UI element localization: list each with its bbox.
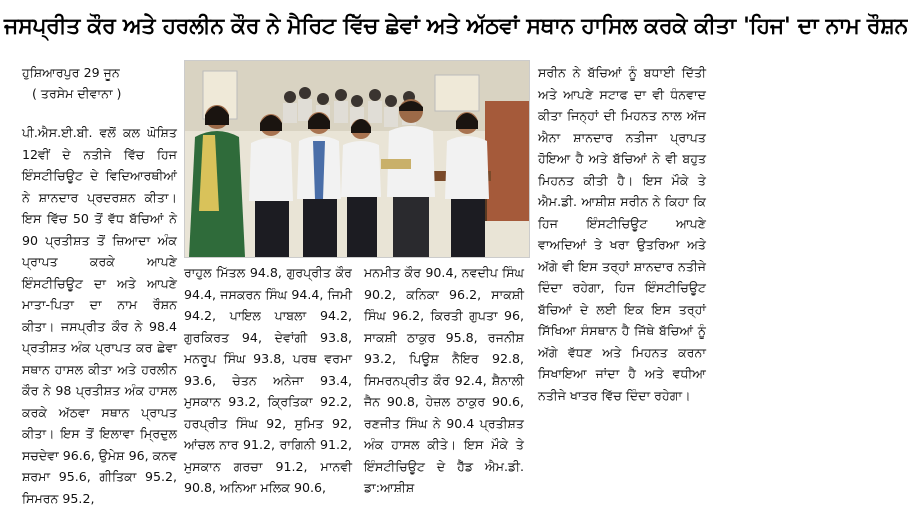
column-3 [364,262,524,499]
dateline: ਹੁਸ਼ਿਆਰਪੁਰ 29 ਜੂਨ [22,65,120,80]
column-2 [184,262,352,499]
column-4-text: ਸਰੀਨ ਨੇ ਬੱਚਿਆਂ ਨੂੰ ਬਧਾਈ ਦਿੱਤੀ ਅਤੇ ਆਪਣੇ ਸਟਾਫ ਦਾ ਵੀ ਧੰਨਵਾਦ ਕੀਤਾ ਜਿਨ੍ਹਾਂ ਦੀ ਮਿਹਨਤ ਨਾਲ ਅੱਜ ਐਨਾ ਸ਼ਾਨਦਾਰ ਨਤੀਜਾ ਪ੍ਰਾਪਤ ਹੋਇਆ ਹੈ ਅਤੇ ਬੱਚਿਆਂ ਨੇ ਵੀ ਬਹੁਤ ਮਿਹਨਤ ਕੀਤੀ ਹੈ। ਇਸ ਮੌਕੇ ਤੇ ਐਮ.ਡੀ. ਆਸ਼ੀਸ਼ ਸਰੀਨ ਨੇ ਕਿਹਾ ਕਿ ਹਿਜ ਇੰਸਟੀਚਿਊਟ ਆਪਣੇ ਵਾਅਦਿਆਂ ਤੇ ਖਰਾ ਉਤਰਿਆ ਅਤੇ ਅੱਗੇ ਵੀ ਇਸ ਤਰ੍ਹਾਂ ਸ਼ਾਨਦਾਰ ਨਤੀਜੇ ਦਿੰਦਾ ਰਹੇਗਾ, ਹਿਜ ਇੰਸਟੀਚਿਊਟ ਬੱਚਿਆਂ ਦੇ ਲਈ ਇਕ ਇਸ ਤਰ੍ਹਾਂ ਸਿੱਖਿਆ ਸੰਸਥਾਨ ਹੈ ਜਿੱਥੇ ਬੱਚਿਆਂ ਨੂੰ ਅੱਗੇ ਵੱਧਣ ਅਤੇ ਮਿਹਨਤ ਕਰਨਾ ਸਿਖਾਇਆ ਜਾਂਦਾ ਹੈ ਅਤੇ ਵਧੀਆ ਨਤੀਜੇ ਖਾਤਰ ਵਿੱਚ ਦਿੰਦਾ ਰਹੇਗਾ। [538,65,706,403]
headline: ਜਸਪ੍ਰੀਤ ਕੌਰ ਅਤੇ ਹਰਲੀਨ ਕੌਰ ਨੇ ਮੈਰਿਟ ਵਿੱਚ ਛੇਵਾਂ ਅਤੇ ਅੱਠਵਾਂ ਸਥਾਨ ਹਾਸਿਲ ਕਰਕੇ ਕੀਤਾ 'ਹਿਜ' ਦਾ ਨਾਮ ਰੌਸ਼ਨ [4,14,908,39]
column-2-text: ਰਾਹੁਲ ਮਿੱਤਲ 94.8, ਗੁਰਪ੍ਰੀਤ ਕੌਰ 94.4, ਜਸਕਰਨ ਸਿੰਘ 94.4, ਜਿਮੀ 94.2, ਪਾਇਲ ਪਾਬਲਾ 94.2, ਗੁਰਕਿਰਤ 94, ਦੇਵਾਂਗੀ 93.8, ਮਨਰੂਪ ਸਿੰਘ 93.8, ਪਰਥ ਵਰਮਾ 93.6, ਚੇਤਨ ਅਨੇਜਾ 93.4, ਮੁਸਕਾਨ 93.2, ਕ੍ਰਿਤਿਕਾ 92.2, ਹਰਪ੍ਰੀਤ ਸਿੰਘ 92, ਸੁਮਿਤ 92, ਆਂਚਲ ਨਾਰ 91.2, ਰਾਗਿਨੀ 91.2, ਮੁਸਕਾਨ ਗਰਚਾ 91.2, ਮਾਨਵੀ 90.8, ਅਨਿਆ ਮਲਿਕ 90.6, [184,265,352,495]
news-photo [184,60,530,258]
column-1-text: ਪੀ.ਐਸ.ਈ.ਬੀ. ਵਲੋਂ ਕਲ ਘੋਸ਼ਿਤ 12ਵੀਂ ਦੇ ਨਤੀਜੇ ਵਿੱਚ ਹਿਜ ਇੰਸਟੀਚਿਊਟ ਦੇ ਵਿਦਿਆਰਥੀਆਂ ਨੇ ਸ਼ਾਨਦਾਰ ਪ੍ਰਦਰਸ਼ਨ ਕੀਤਾ। ਇਸ ਵਿੱਚ 50 ਤੋਂ ਵੱਧ ਬੱਚਿਆਂ ਨੇ 90 ਪ੍ਰਤੀਸ਼ਤ ਤੋਂ ਜ਼ਿਆਦਾ ਅੰਕ ਪ੍ਰਾਪਤ ਕਰਕੇ ਆਪਣੇ ਇੰਸਟੀਚਿਊਟ ਦਾ ਅਤੇ ਆਪਣੇ ਮਾਤਾ-ਪਿਤਾ ਦਾ ਨਾਮ ਰੌਸ਼ਨ ਕੀਤਾ। ਜਸਪ੍ਰੀਤ ਕੌਰ ਨੇ 98.4 ਪ੍ਰਤੀਸ਼ਤ ਅੰਕ ਪ੍ਰਾਪਤ ਕਰ ਛੇਵਾ ਸਥਾਨ ਹਾਸਲ ਕੀਤਾ ਅਤੇ ਹਰਲੀਨ ਕੌਰ ਨੇ 98 ਪ੍ਰਤੀਸ਼ਤ ਅੰਕ ਹਾਸਲ ਕਰਕੇ ਅੱਠਵਾ ਸਥਾਨ ਪ੍ਰਾਪਤ ਕੀਤਾ। ਇਸ ਤੋਂ ਇਲਾਵਾ ਮ੍ਰਿਦੁਲ ਸਚਦੇਵਾ 96.6, ਉਮੇਸ਼ 96, ਕਨਵ ਸ਼ਰਮਾ 95.6, ਗੀਤਿਕਾ 95.2, ਸਿਮਰਨ 95.2, [22,125,177,506]
students-group-photo [185,61,529,257]
column-3-text: ਮਨਮੀਤ ਕੌਰ 90.4, ਨਵਦੀਪ ਸਿੰਘ 90.2, ਕਨਿਕਾ 96.2, ਸਾਕਸ਼ੀ ਸਿੰਘ 96.2, ਕਿਰਤੀ ਗੁਪਤਾ 96, ਸਾਕਸ਼ੀ ਠਾਕੁਰ 95.8, ਰਜਨੀਸ਼ 93.2, ਪਿਊਸ਼ ਨੈਇਰ 92.8, ਸਿਮਰਨਪ੍ਰੀਤ ਕੌਰ 92.4, ਸ਼ੈਨਾਲੀ ਜੈਨ 90.8, ਹੇਜ਼ਲ ਠਾਕੁਰ 90.6, ਰਣਜੀਤ ਸਿੰਘ ਨੇ 90.4 ਪ੍ਰਤੀਸ਼ਤ ਅੰਕ ਹਾਸਲ ਕੀਤੇ। ਇਸ ਮੌਕੇ ਤੇ ਇੰਸਟੀਚਿਊਟ ਦੇ ਹੈੱਡ ਐਮ.ਡੀ. ਡਾ:ਆਸ਼ੀਸ਼ [364,265,524,495]
bouquet [381,159,411,169]
window-right [435,75,479,111]
red-door [485,101,529,221]
column-4 [538,62,706,406]
column-1 [22,62,177,509]
byline: ( ਤਰਸੇਮ ਦੀਵਾਨਾ ) [32,86,122,101]
